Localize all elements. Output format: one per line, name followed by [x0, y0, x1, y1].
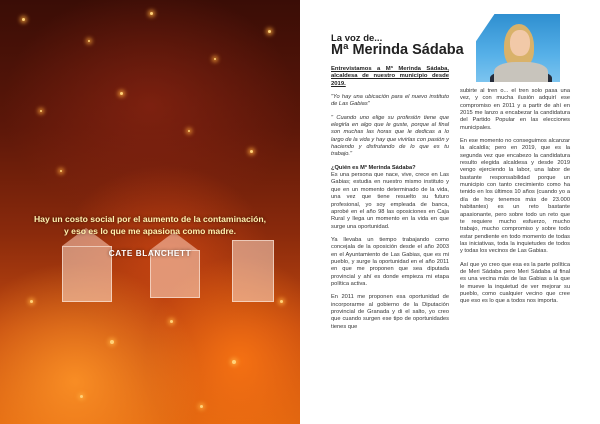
- article-intro: Entrevistamos a Mª Merinda Sádaba, alcaldesa de nuestro municipio desde 2019.: [331, 66, 449, 87]
- article-page: [300, 0, 600, 424]
- portrait-photo: [476, 14, 560, 82]
- ember: [268, 30, 271, 33]
- quote-text: [20, 213, 280, 237]
- article-paragraph: Así que yo creo que esa es la parte política de Meri Sádaba pero Meri Sádaba al final es una vecina más de las Gabias a la que le mueve la inquietud de ver mejorar su pueblo, como cualquier vecino que cree que eso es lo que a todos nos importa.: [460, 261, 570, 305]
- article-paragraph: Es una persona que nace, vive, crece en Las Gabias; estudia en nuestro mismo instituto y que en un momento determinado de la vida, una vez que tiene resuelto su futuro profesional, yo soy empleada de banca, aprobé en el año 98 las oposiciones en Caja Rural y llega un momento en la vida en que surge una oportunidad.: [331, 172, 449, 230]
- article-column-right: [460, 88, 570, 312]
- ember: [40, 110, 42, 112]
- ember: [80, 395, 83, 398]
- quote-line-2: y eso es lo que me apasiona como madre.: [64, 226, 236, 236]
- pull-quote-2: " Cuando uno elige su profesión tiene que elegirla en algo que le guste, porque al final son muchas las horas que le dedicas a lo largo de la vida y hay que vivirlas con pasión y haciendo y disfrutando de lo que es tu trabajo.": [331, 114, 449, 158]
- ember: [150, 12, 153, 15]
- ember: [110, 340, 114, 344]
- pull-quote-1: "Yo hay una ubicación para el nuevo instituto de Las Gabias": [331, 94, 449, 108]
- article-headline: Mª Merinda Sádaba: [331, 42, 464, 58]
- portrait-scarf: [494, 62, 548, 82]
- quote-line-1: Hay un costo social por el aumento de la contaminación,: [33, 214, 267, 224]
- article-paragraph: En ese momento no conseguimos alcanzar la alcaldía; pero en 2019, que es la segunda vez que encabezo la candidatura resulto elegida alcaldesa y desde 2019 vengo ejerciendo la labor, una labor de bastante responsabilidad porque un municipio con tanto crecimiento como ha tenido en los últimos 10 años (cuando yo a día de hoy tenemos más de 23.000 habitantes) es un reto bastante apasionante, pero sobre todo un reto que te requiere mucho esfuerzo, mucho trabajo, mucho compromiso y sobre todo estar pendiente en todo momento de todas las iniciativas, toda la inquietudes de todos y todas los vecinos de Las Gabias.: [460, 138, 570, 255]
- ember: [22, 18, 25, 21]
- ember: [88, 40, 90, 42]
- featured-quote: [20, 213, 280, 258]
- ember: [30, 300, 33, 303]
- article-paragraph: En 2011 me proponen esa oportunidad de incorporarme al gobierno de la Diputación provincial de Granada y di el salto, yo creo que cuando surgen ese tipo de oportunidades tienes que: [331, 294, 449, 330]
- ember: [250, 150, 253, 153]
- article-paragraph: subirte al tren o... el tren solo pasa una vez, y con mucha ilusión adquirí ese compromiso en 2011 y a partir de ahí en 2015 me lanzo a encabezar la candidatura del Partido Popular en las elecciones municipales.: [460, 88, 570, 131]
- article-subheading: ¿Quién es Mª Merinda Sádaba?: [331, 164, 416, 171]
- section-kicker: La voz de...: [331, 33, 383, 44]
- article-paragraph: Ya llevaba un tiempo trabajando como concejala de la oposición desde el año 2003 en el Ayuntamiento de Las Gabias, que es mi pueblo, y surge la oportunidad en el año 2011 en que me proponen que sea diputada provincial y ahí es donde empieza mi etapa política activa.: [331, 236, 449, 287]
- article-column-left: [331, 66, 449, 337]
- ember: [170, 320, 173, 323]
- portrait-face: [510, 30, 530, 56]
- ember: [232, 360, 236, 364]
- ember: [120, 92, 123, 95]
- ember: [200, 405, 203, 408]
- ember: [280, 300, 283, 303]
- ember: [188, 130, 190, 132]
- ember: [60, 170, 62, 172]
- quote-author: CATE BLANCHETT: [108, 249, 192, 258]
- ember: [214, 58, 216, 60]
